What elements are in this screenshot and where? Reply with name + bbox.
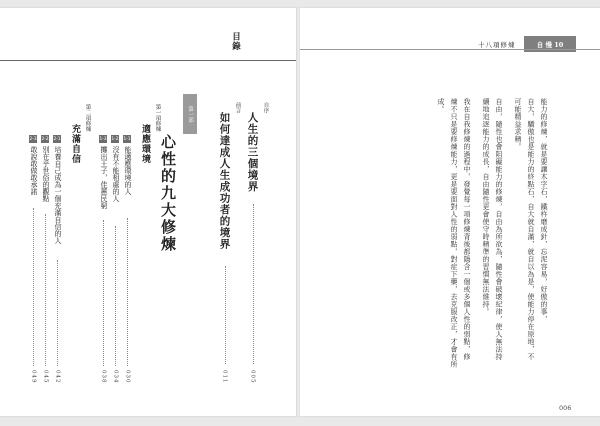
section-title[interactable]: 攤出王子，佳蕙民窮: [100, 146, 108, 209]
intro-leader: [225, 266, 226, 364]
section-leader: [103, 220, 104, 366]
section-page-number: 038: [100, 370, 107, 384]
preface-tag: 自序: [262, 102, 269, 113]
body-line: 煉不只是要修煉能力，更是要面對人性的弱點，對症下藥，去克服改正，才會有所: [450, 98, 458, 368]
part-title[interactable]: 心性的九大修煉: [159, 134, 177, 253]
section-title[interactable]: 別在乎世俗的觀點: [42, 146, 50, 202]
intro-page-number: 011: [221, 370, 228, 384]
body-line: 成。: [437, 98, 445, 113]
section-number-badge: 2-3: [29, 136, 37, 142]
header-title: 十八項修煉: [478, 41, 516, 49]
body-line: 續地追逐能力的成長，自由隨性更會使守時精準的習慣無法維持。: [482, 98, 490, 316]
section-number-badge: 1-2: [111, 136, 119, 142]
section-number-badge: 1-1: [123, 136, 131, 142]
page-number: 006: [559, 404, 572, 412]
section-leader: [33, 208, 34, 366]
body-line: 可能精益求精。: [514, 98, 522, 151]
toc-heading: 目錄: [230, 32, 241, 51]
intro-title[interactable]: 如何達成人生成功者的境界: [218, 112, 231, 250]
section-leader: [45, 214, 46, 366]
section-leader: [115, 226, 116, 366]
preface-page-number: 005: [249, 370, 256, 384]
section-number-badge: 1-3: [99, 136, 107, 142]
section-page-number: 030: [124, 370, 131, 384]
section-title[interactable]: 能適應環境的人: [124, 146, 132, 195]
section-title[interactable]: 培養自己成為一個充滿自信的人: [54, 146, 62, 244]
body-line: 自大，驕傲也是能力的終點石，自大就自滿，就自以為是，使能力停在原地，不: [527, 98, 535, 361]
part-tag-box: 第一部: [183, 94, 197, 134]
intro-tag: 前言: [234, 102, 241, 113]
section-page-number: 042: [54, 370, 61, 384]
toc-top-rule: [0, 60, 298, 61]
preface-leader: [253, 204, 254, 364]
chapter-tag: 第二項修煉: [84, 104, 91, 132]
body-line: 我在自我修煉的過程中，發覺每一項修煉背後都隱含一個或多個人性的弱點，修: [463, 98, 471, 361]
section-number-badge: 2-2: [41, 136, 49, 142]
section-number-badge: 2-1: [53, 136, 61, 142]
preface-title[interactable]: 人生的三個境界: [246, 112, 259, 193]
section-leader: [57, 260, 58, 366]
section-page-number: 034: [112, 370, 119, 384]
chapter-tag: 第一項修煉: [154, 104, 161, 132]
section-page-number: 049: [30, 370, 37, 384]
section-leader: [127, 218, 128, 366]
chapter-title[interactable]: 適應環境: [140, 124, 150, 164]
header-badge: 自 慢 10: [524, 36, 576, 52]
body-line: 自由，隨性也會阻礙能力的修煉，自由為所欲為，隨性會破壞紀律，使人無法持: [495, 98, 503, 361]
section-page-number: 045: [42, 370, 49, 384]
section-title[interactable]: 敢說敢做敢承諾: [30, 146, 38, 195]
section-title[interactable]: 沒有不能相處的人: [112, 146, 120, 202]
toc-page: [0, 8, 298, 416]
preface-page: [300, 8, 600, 416]
chapter-title[interactable]: 充滿自信: [70, 124, 80, 164]
body-line: 能力的修煉，就是要讓木字石，鐵杵磨成針，忘泥容易，好傲的事，: [540, 98, 548, 323]
header-rule: [300, 49, 600, 50]
